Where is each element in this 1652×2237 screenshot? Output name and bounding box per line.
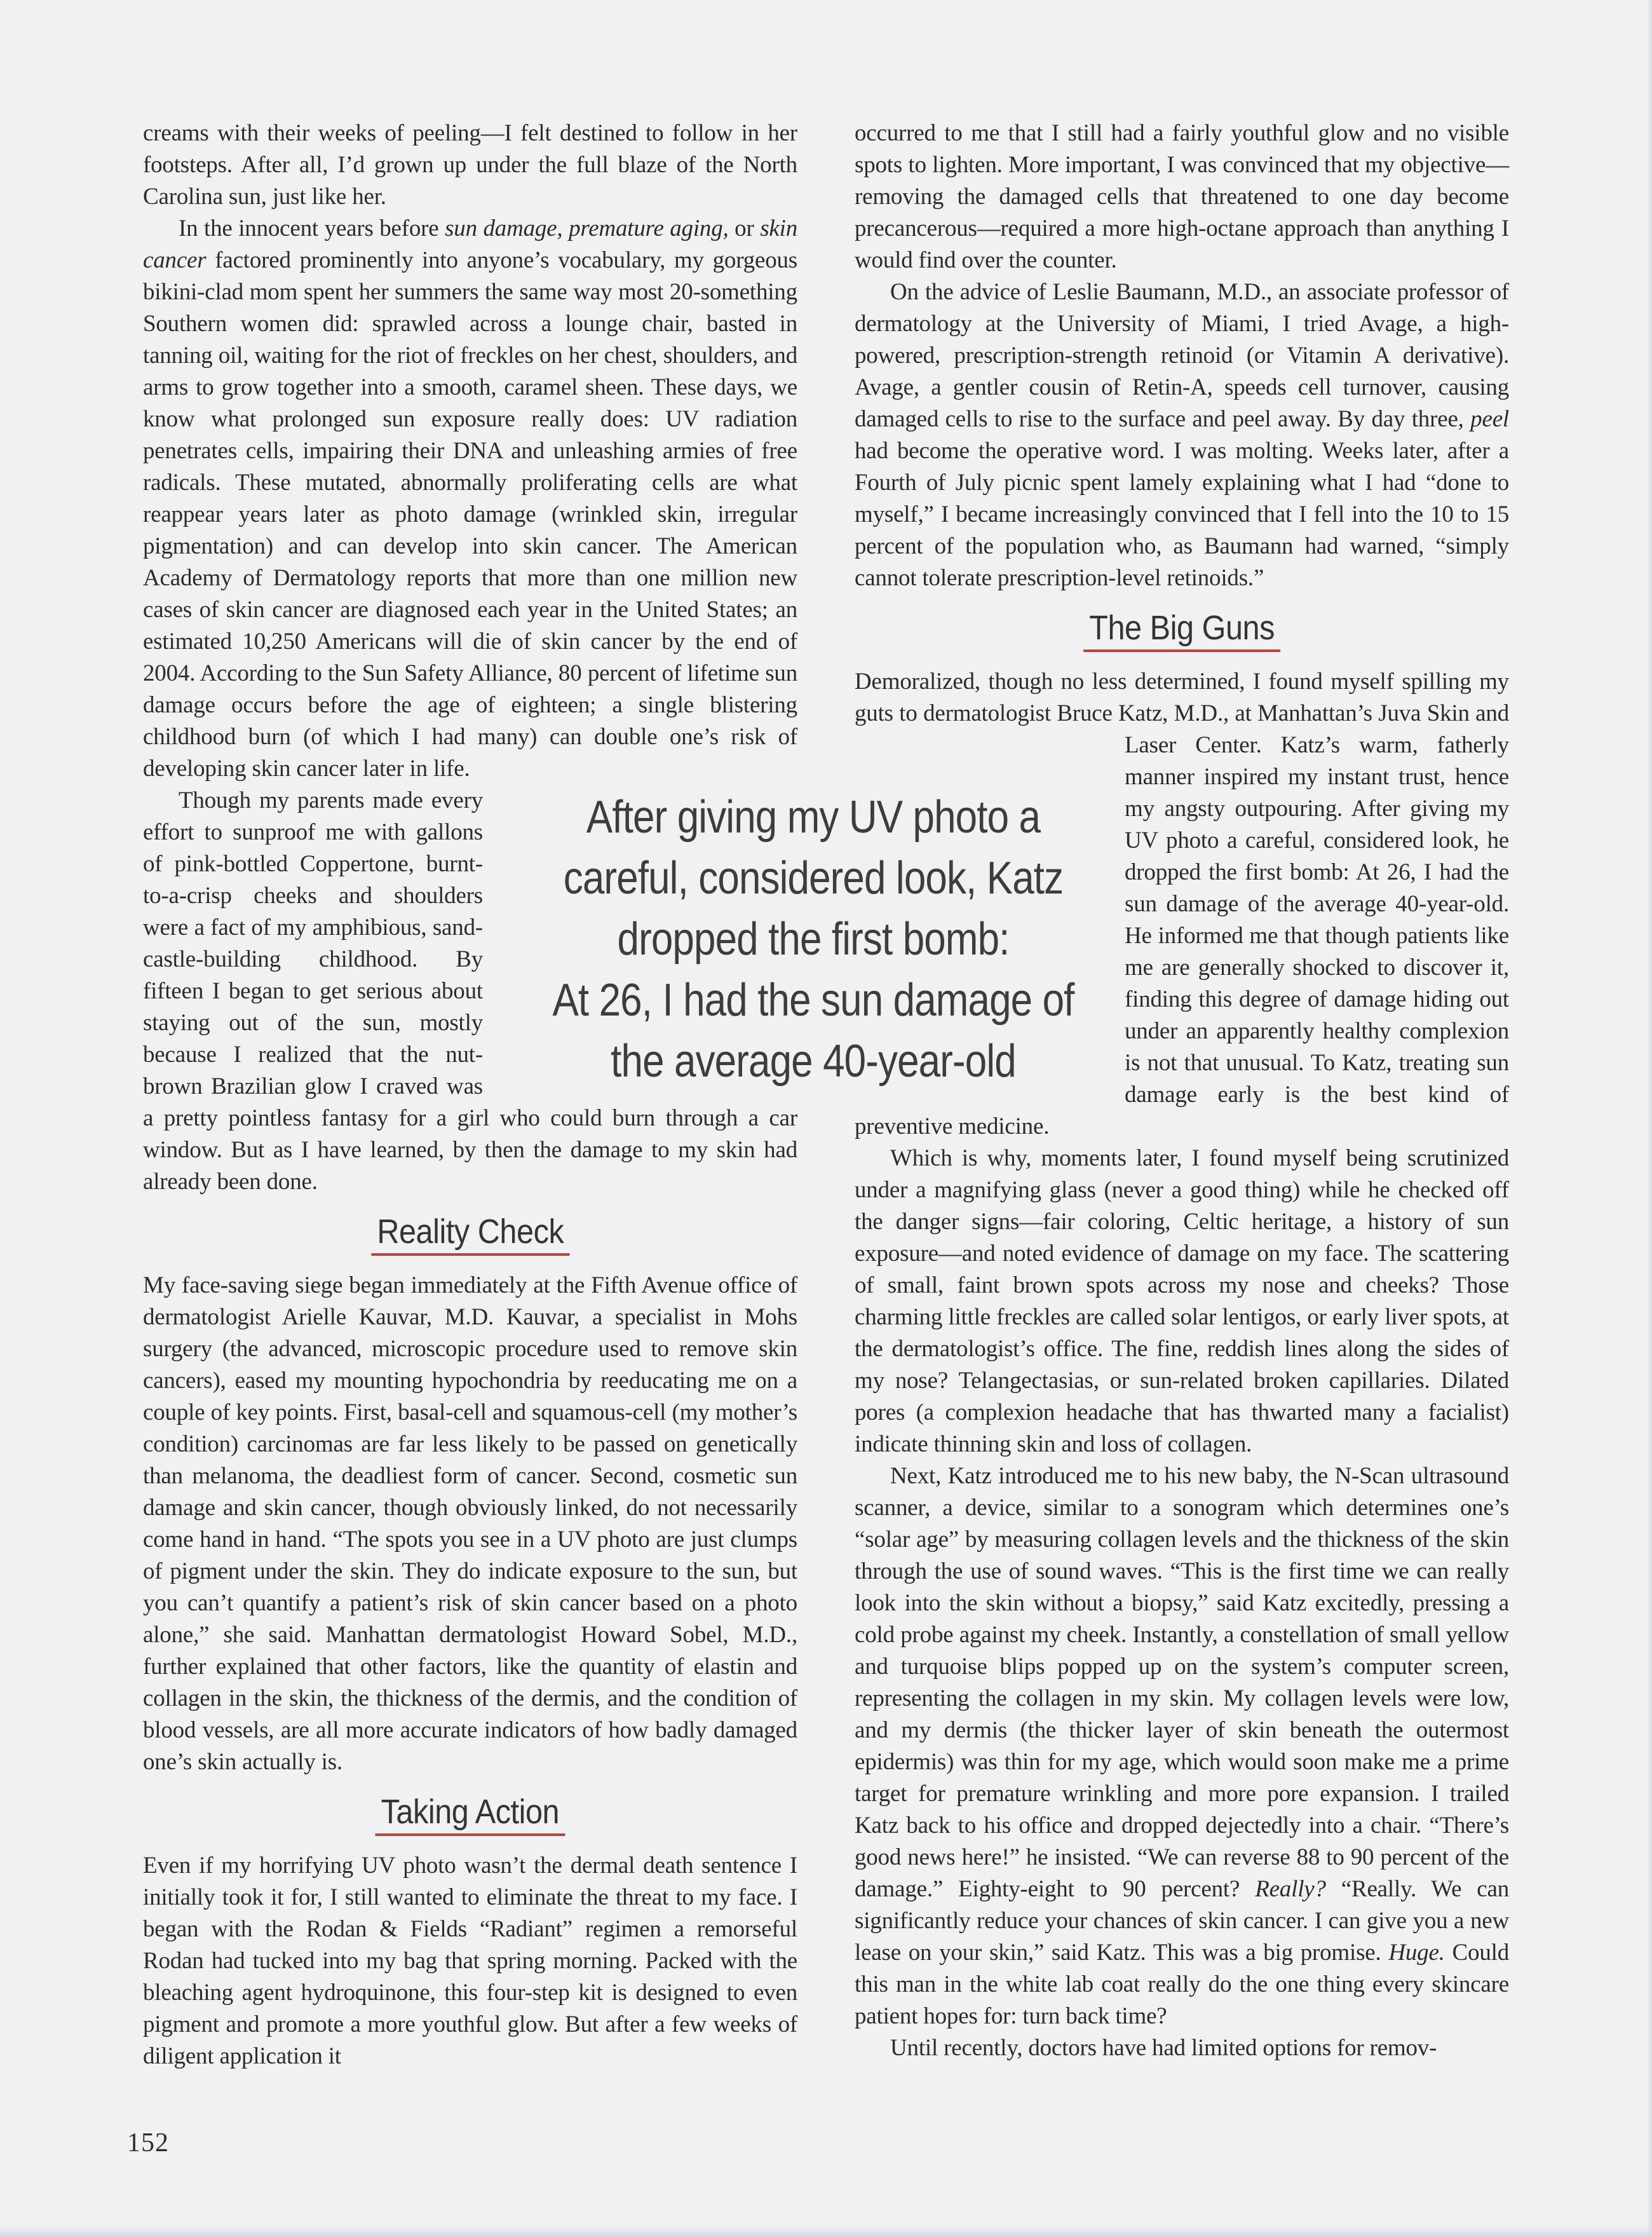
page-right-edge [1647, 0, 1652, 2237]
body-paragraph: Which is why, moments later, I found myself being scrutinized under a magnifying glass (never a good thing) while he checked off the danger signs—fair coloring, Celtic heritage, a history of sun exposure—and noted evidence of damage on my face. The scattering of small, faint brown spots across my nose and cheeks? Those charming little freckles are called solar lentigos, or early liver spots, at the dermatologist’s office. The fine, reddish lines along the sides of my nose? Telangectasias, or sun-related broken capillaries. Dilated pores (a complexion headache that has thwarted many a facialist) indicate thinning skin and loss of collagen. [855, 1145, 1509, 1457]
body-paragraph: Until recently, doctors have had limited options for remov- [890, 2035, 1437, 2061]
section-heading-label: Reality Check [371, 1216, 569, 1256]
pull-quote-line: careful, considered look, Katz [563, 853, 1064, 904]
pull-quote-line: At 26, I had the sun damage of [552, 975, 1074, 1026]
body-paragraph: Next, Katz introduced me to his new baby, the N-Scan ultrasound scanner, a device, similar to a sonogram which determines one’s “solar age” by measuring collagen levels and the thickness of the skin through the use of sound waves. “This is the first time we can really look into the skin without a biopsy,” said Katz excitedly, pressing a cold probe against my cheek. Instantly, a constellation of small yellow and turquoise blips popped up on the system’s computer screen, representing the collagen in my skin. My collagen levels were low, and my dermis (the thicker layer of skin beneath the outermost epidermis) was thin for my age, which would soon make me a prime target for premature wrinkling and more pore expansion. I trailed Katz back to his office and dropped dejectedly into a chair. “There’s good news here!” he insisted. “We can reverse 88 to 90 percent of the damage.” Eighty-eight to 90 percent? Really? “Really. We can significantly reduce your chances of skin cancer. I can give you a new lease on your skin,” said Katz. This was a big promise. Huge. Could this man in the white lab coat really do the one thing every skincare patient hopes for: turn back time? [855, 1463, 1510, 2029]
section-heading-label: Taking Action [376, 1796, 565, 1836]
page-number: 152 [127, 2128, 169, 2158]
pull-quote-line: the average 40-year-old [611, 1036, 1016, 1087]
body-paragraph: Demoralized, though no less determined, I found myself spilling my guts to dermatologist Bruce Katz, M.D., at Manhattan’s Juva Skin and Laser Center. Katz’s warm, fatherly manner inspired my instant trust, hence my angsty outpouring. After giving my UV photo a careful, considered look, he dropped the first bomb: At 26, I had the sun damage of the average 40-year-old. He informed me that though patients like me are generally shocked to discover it, finding this degree of damage hiding out under an apparently healthy complexion is not that unusual. To Katz, treating sun damage early is the best kind of preventive medicine. [855, 669, 1509, 1139]
body-paragraph: Even if my horrifying UV photo wasn’t the dermal death sentence I initially took it for, I still wanted to eliminate the threat to my face. I began with the Rodan & Fields “Radiant” regimen a remorseful Rodan had tucked into my bag that spring morning. Packed with the bleaching agent hydroquinone, this four-step kit is designed to even pigment and promote a more youthful glow. But after a few weeks of diligent application it [143, 1853, 797, 2069]
section-heading-reality-check [143, 1213, 797, 1256]
section-heading-taking-action [143, 1793, 797, 1836]
left-column [143, 118, 797, 2072]
section-heading-label: The Big Guns [1083, 612, 1280, 652]
body-paragraph: creams with their weeks of peeling—I felt destined to follow in her footsteps. After all, I’d grown up under the full blaze of the North Carolina sun, just like her. [143, 120, 797, 210]
page-bottom-edge [0, 2227, 1652, 2237]
body-paragraph: On the advice of Leslie Baumann, M.D., an associate professor of dermatology at the University of Miami, I tried Avage, a high-powered, prescription-strength retinoid (or Vitamin A derivative). Avage, a gentler cousin of Retin-A, speeds cell turnover, causing damaged cells to rise to the surface and peel away. By day three, peel had become the operative word. I was molting. Weeks later, after a Fourth of July picnic spent lamely explaining what I had “done to myself,” I became increasingly convinced that I fell into the 10 to 15 percent of the population who, as Baumann had warned, “simply cannot tolerate prescription-level retinoids.” [855, 279, 1509, 591]
body-paragraph: Though my parents made every effort to sunproof me with gallons of pink-bottled Coppertone, burnt-to-a-crisp cheeks and shoulders were a fact of my amphibious, sand-castle-building childhood. By fifteen I began to get serious about staying out of the sun, mostly because I realized that the nut-brown Brazilian glow I craved was a pretty pointless fantasy for a girl who could burn through a car window. But as I have learned, by then the damage to my skin had already been done. [143, 787, 797, 1195]
body-paragraph: occurred to me that I still had a fairly youthful glow and no visible spots to lighten. More important, I was convinced that my objective—removing the damaged cells that threatened to one day become precancerous—required a more high-octane approach than anything I would find over the counter. [855, 120, 1509, 273]
pull-quote-line: dropped the first bomb: [617, 914, 1010, 965]
pull-quote [445, 787, 1182, 1092]
pull-quote-line: After giving my UV photo a [586, 792, 1041, 843]
body-paragraph: My face-saving siege began immediately at the Fifth Avenue office of dermatologist Arielle Kauvar, M.D. Kauvar, a specialist in Mohs surgery (the advanced, microscopic procedure used to remove skin cancers), eased my mounting hypochondria by reeducating me on a couple of key points. First, basal-cell and squamous-cell (my mother’s condition) carcinomas are far less likely to be passed on genetically than melanoma, the deadliest form of cancer. Second, cosmetic sun damage and skin cancer, though obviously linked, do not necessarily come hand in hand. “The spots you see in a UV photo are just clumps of pigment under the skin. They do indicate exposure to the sun, but you can’t quantify a patient’s risk of skin cancer based on a photo alone,” she said. Manhattan dermatologist Howard Sobel, M.D., further explained that other factors, like the quantity of elastin and collagen in the skin, the thickness of the dermis, and the condition of blood vessels, are all more accurate indicators of how badly damaged one’s skin actually is. [143, 1272, 797, 1775]
body-paragraph: In the innocent years before sun damage, premature aging, or skin cancer factored prominently into anyone’s vocabulary, my gorgeous bikini-clad mom spent her summers the same way most 20-something Southern women did: sprawled across a lounge chair, basted in tanning oil, waiting for the riot of freckles on her chest, shoulders, and arms to grow together into a smooth, caramel sheen. These days, we know what prolonged sun exposure really does: UV radiation penetrates cells, impairing their DNA and unleashing armies of free radicals. These mutated, abnormally proliferating cells are what reappear years later as photo damage (wrinkled skin, irregular pigmentation) and can develop into skin cancer. The American Academy of Dermatology reports that more than one million new cases of skin cancer are diagnosed each year in the United States; an estimated 10,250 Americans will die of skin cancer by the end of 2004. According to the Sun Safety Alliance, 80 percent of lifetime sun damage occurs before the age of eighteen; a single blistering childhood burn (of which I had many) can double one’s risk of developing skin cancer later in life. [143, 215, 797, 782]
